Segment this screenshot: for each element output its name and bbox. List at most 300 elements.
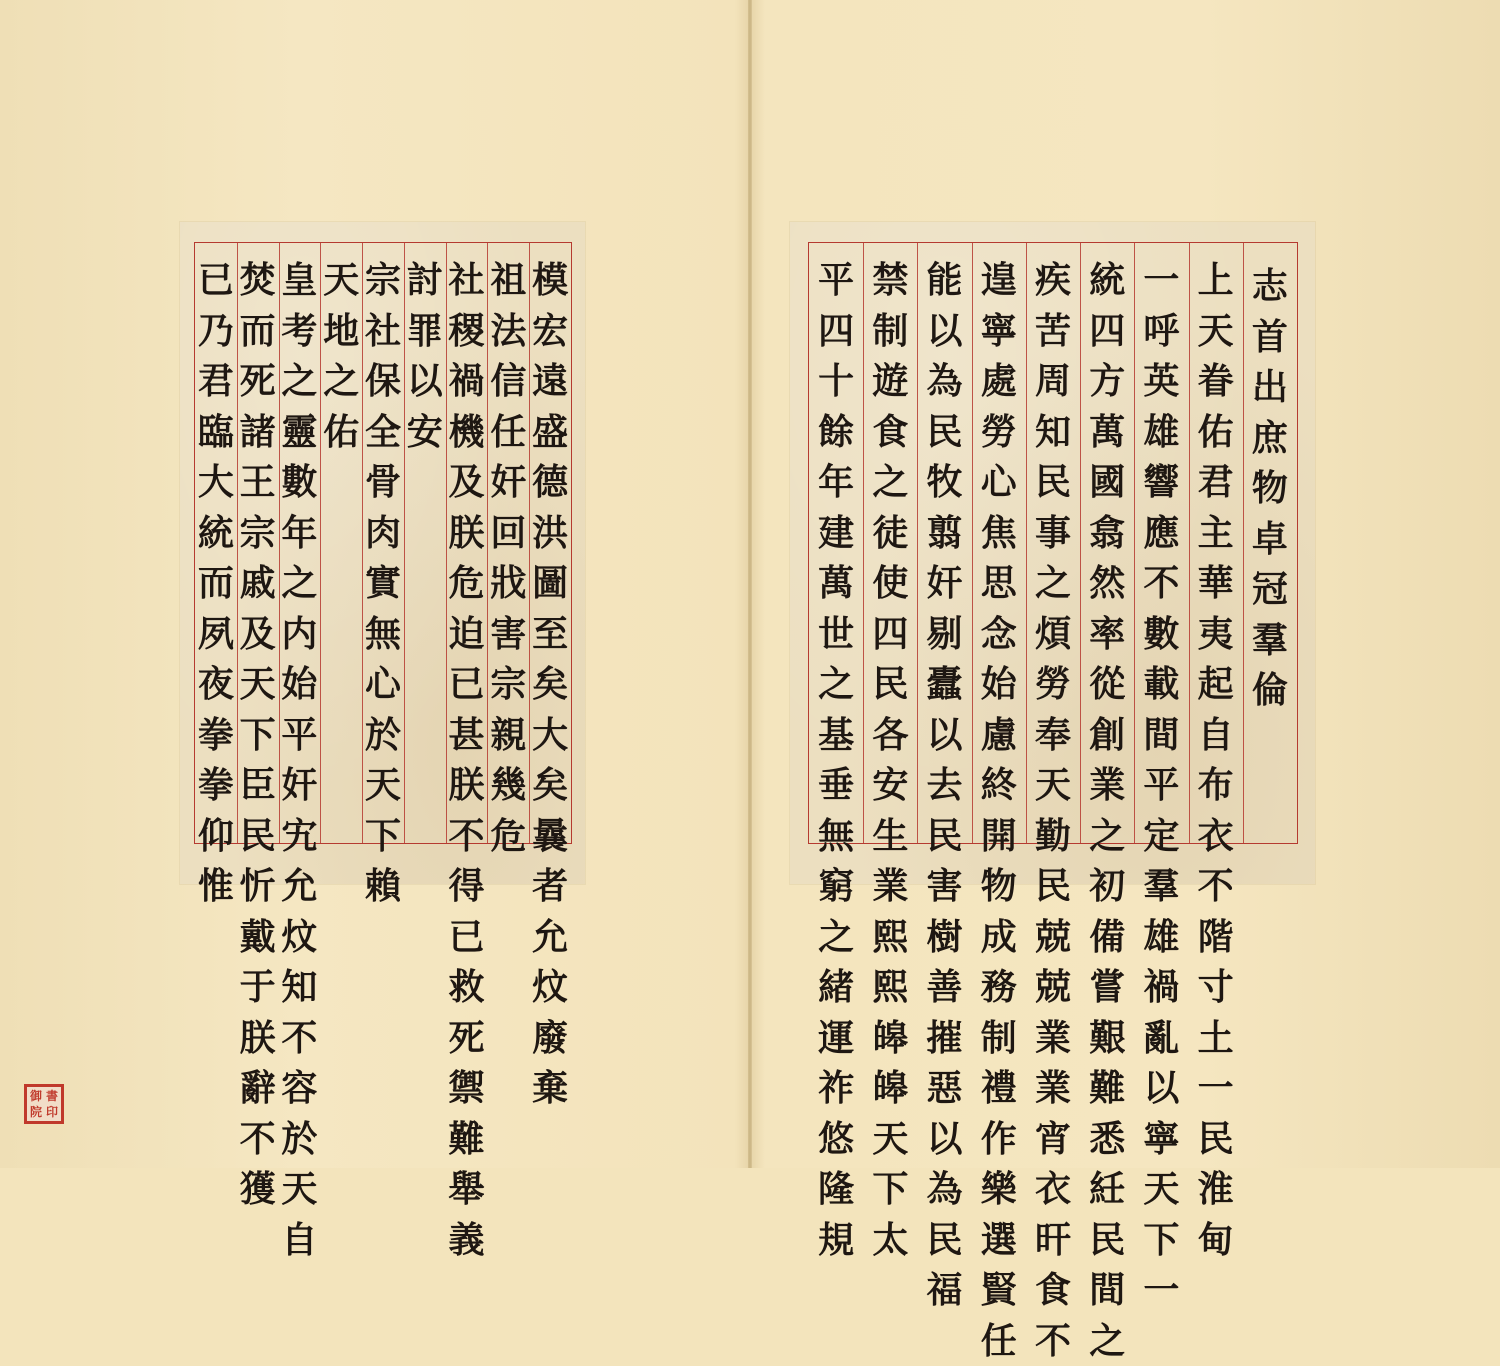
glyph: 遑 [981,255,1017,306]
glyph: 焦 [981,508,1017,559]
glyph: 民 [927,811,963,862]
glyph: 王 [240,457,276,508]
glyph: 無 [818,811,854,862]
glyph: 周 [1035,356,1071,407]
glyph: 朕 [449,508,485,559]
glyph: 悠 [818,1114,854,1165]
glyph: 然 [1089,558,1125,609]
seal-char: 印 [44,1104,60,1120]
glyph: 奸 [281,760,317,811]
glyph: 乃 [198,306,234,357]
glyph: 考 [281,306,317,357]
glyph: 開 [981,811,1017,862]
glyph: 出 [1252,362,1288,413]
glyph: 疾 [1035,255,1071,306]
glyph: 臨 [198,407,234,458]
text-column [195,255,237,912]
glyph: 志 [1252,261,1288,312]
glyph: 起 [1198,659,1234,710]
glyph: 終 [981,760,1017,811]
glyph: 迫 [449,609,485,660]
glyph: 宗 [365,255,401,306]
glyph: 不 [240,1114,276,1165]
glyph: 保 [365,356,401,407]
glyph: 天 [1035,760,1071,811]
glyph: 下 [872,1164,908,1215]
glyph: 忻 [240,861,276,912]
glyph: 規 [818,1215,854,1266]
text-column [1243,261,1297,716]
glyph: 甚 [449,710,485,761]
glyph: 安 [407,407,443,458]
glyph: 餘 [818,407,854,458]
glyph: 罪 [407,306,443,357]
glyph: 成 [981,912,1017,963]
glyph: 者 [532,861,568,912]
glyph: 煩 [1035,609,1071,660]
glyph: 拳 [198,760,234,811]
glyph: 作 [981,1114,1017,1165]
glyph: 物 [1252,463,1288,514]
glyph: 無 [365,609,401,660]
glyph: 死 [449,1013,485,1064]
glyph: 得 [449,861,485,912]
glyph: 慮 [981,710,1017,761]
text-column [404,255,446,457]
glyph: 稷 [449,306,485,357]
glyph: 嘗 [1089,962,1125,1013]
glyph: 勞 [981,407,1017,458]
glyph: 土 [1198,1013,1234,1064]
glyph: 棄 [532,1063,568,1114]
glyph: 之 [281,558,317,609]
glyph: 天 [365,760,401,811]
glyph: 知 [1035,407,1071,458]
glyph: 以 [927,710,963,761]
glyph: 業 [1089,760,1125,811]
glyph: 之 [1089,1316,1125,1366]
glyph: 緒 [818,962,854,1013]
glyph: 年 [281,508,317,559]
glyph: 應 [1143,508,1179,559]
glyph: 洪 [532,508,568,559]
glyph: 兢 [1035,962,1071,1013]
glyph: 佑 [1198,407,1234,458]
glyph: 民 [927,1215,963,1266]
glyph: 寧 [1143,1114,1179,1165]
glyph: 窮 [818,861,854,912]
glyph: 不 [1143,558,1179,609]
glyph: 焚 [240,255,276,306]
glyph: 能 [927,255,963,306]
glyph: 戴 [240,912,276,963]
glyph: 首 [1252,312,1288,363]
text-column [917,255,971,1316]
glyph: 年 [818,457,854,508]
glyph: 之 [281,356,317,407]
glyph: 已 [449,659,485,710]
glyph: 紝 [1089,1164,1125,1215]
glyph: 君 [1198,457,1234,508]
glyph: 自 [281,1215,317,1266]
glyph: 旰 [1035,1215,1071,1266]
text-column [809,255,863,1265]
glyph: 祖 [490,255,526,306]
glyph: 摧 [927,1013,963,1064]
glyph: 蠹 [927,659,963,710]
glyph: 不 [1198,861,1234,912]
glyph: 善 [927,962,963,1013]
glyph: 害 [927,861,963,912]
glyph: 禁 [872,255,908,306]
glyph: 載 [1143,659,1179,710]
glyph: 平 [818,255,854,306]
glyph: 樂 [981,1164,1017,1215]
glyph: 皇 [281,255,317,306]
glyph: 四 [818,306,854,357]
glyph: 社 [365,306,401,357]
glyph: 自 [1198,710,1234,761]
glyph: 惡 [927,1063,963,1114]
glyph: 任 [981,1316,1017,1366]
glyph: 倫 [1252,665,1288,716]
glyph: 以 [927,1114,963,1165]
glyph: 福 [927,1265,963,1316]
glyph: 眷 [1198,356,1234,407]
text-column [529,255,571,1114]
glyph: 大 [532,710,568,761]
glyph: 之 [818,912,854,963]
glyph: 制 [872,306,908,357]
glyph: 天 [872,1114,908,1165]
glyph: 十 [818,356,854,407]
glyph: 已 [449,912,485,963]
glyph: 食 [872,407,908,458]
glyph: 為 [927,1164,963,1215]
glyph: 禮 [981,1063,1017,1114]
glyph: 允 [532,912,568,963]
glyph: 生 [872,811,908,862]
glyph: 勞 [1035,659,1071,710]
glyph: 主 [1198,508,1234,559]
glyph: 討 [407,255,443,306]
text-column [237,255,279,1215]
glyph: 始 [281,659,317,710]
glyph: 萬 [1089,407,1125,458]
glyph: 庶 [1252,413,1288,464]
glyph: 天 [1143,1164,1179,1215]
glyph: 兢 [1035,912,1071,963]
glyph: 華 [1198,558,1234,609]
glyph: 萬 [818,558,854,609]
glyph: 辭 [240,1063,276,1114]
glyph: 雄 [1143,912,1179,963]
glyph: 民 [240,811,276,862]
glyph: 之 [1035,558,1071,609]
glyph: 衣 [1035,1164,1071,1215]
glyph: 衣 [1198,811,1234,862]
glyph: 數 [1143,609,1179,660]
collector-seal [24,1084,64,1124]
text-column [362,255,404,912]
glyph: 全 [365,407,401,458]
glyph: 寸 [1198,962,1234,1013]
glyph: 佑 [323,407,359,458]
glyph: 熙 [872,962,908,1013]
glyph: 賴 [365,861,401,912]
glyph: 統 [198,508,234,559]
glyph: 危 [490,811,526,862]
glyph: 以 [1143,1063,1179,1114]
glyph: 獲 [240,1164,276,1215]
glyph: 苦 [1035,306,1071,357]
glyph: 仰 [198,811,234,862]
glyph: 徒 [872,508,908,559]
glyph: 基 [818,710,854,761]
glyph: 始 [981,659,1017,710]
glyph: 矣 [532,760,568,811]
glyph: 呼 [1143,306,1179,357]
glyph: 之 [323,356,359,407]
glyph: 已 [198,255,234,306]
glyph: 朕 [240,1013,276,1064]
glyph: 從 [1089,659,1125,710]
glyph: 太 [872,1215,908,1266]
glyph: 難 [1089,1063,1125,1114]
seal-char: 御 [28,1088,44,1104]
glyph: 君 [198,356,234,407]
glyph: 知 [281,962,317,1013]
glyph: 實 [365,558,401,609]
glyph: 不 [449,811,485,862]
glyph: 臣 [240,760,276,811]
glyph: 下 [365,811,401,862]
glyph: 一 [1198,1063,1234,1114]
glyph: 下 [1143,1215,1179,1266]
glyph: 民 [1035,457,1071,508]
glyph: 地 [323,306,359,357]
glyph: 間 [1089,1265,1125,1316]
glyph: 為 [927,356,963,407]
glyph: 廢 [532,1013,568,1064]
glyph: 翦 [927,508,963,559]
text-column [1026,255,1080,1366]
glyph: 不 [281,1013,317,1064]
glyph: 而 [198,558,234,609]
glyph: 夷 [1198,609,1234,660]
glyph: 皞 [872,1063,908,1114]
glyph: 平 [281,710,317,761]
glyph: 曩 [532,811,568,862]
glyph: 夜 [198,659,234,710]
glyph: 布 [1198,760,1234,811]
glyph: 宗 [490,659,526,710]
glyph: 戕 [490,558,526,609]
glyph: 亂 [1143,1013,1179,1064]
glyph: 以 [927,306,963,357]
glyph: 内 [281,609,317,660]
glyph: 思 [981,558,1017,609]
glyph: 勤 [1035,811,1071,862]
glyph: 甸 [1198,1215,1234,1266]
glyph: 大 [198,457,234,508]
glyph: 以 [407,356,443,407]
glyph: 死 [240,356,276,407]
text-column [320,255,362,457]
glyph: 民 [1198,1114,1234,1165]
glyph: 隆 [818,1164,854,1215]
glyph: 冠 [1252,564,1288,615]
text-column [1080,255,1134,1366]
glyph: 容 [281,1063,317,1114]
glyph: 及 [240,609,276,660]
glyph: 宗 [240,508,276,559]
glyph: 而 [240,306,276,357]
glyph: 備 [1089,912,1125,963]
glyph: 至 [532,609,568,660]
glyph: 安 [872,760,908,811]
glyph: 宄 [281,811,317,862]
glyph: 炆 [532,962,568,1013]
glyph: 四 [1089,306,1125,357]
glyph: 英 [1143,356,1179,407]
glyph: 允 [281,861,317,912]
text-column [972,255,1026,1366]
glyph: 上 [1198,255,1234,306]
glyph: 四 [872,609,908,660]
glyph: 念 [981,609,1017,660]
glyph: 統 [1089,255,1125,306]
right-manuscript-page [790,222,1315,884]
glyph: 圖 [532,558,568,609]
glyph: 卓 [1252,514,1288,565]
glyph: 宏 [532,306,568,357]
glyph: 遠 [532,356,568,407]
glyph: 民 [1089,1215,1125,1266]
glyph: 制 [981,1013,1017,1064]
glyph: 之 [872,457,908,508]
glyph: 務 [981,962,1017,1013]
glyph: 于 [240,962,276,1013]
glyph: 食 [1035,1265,1071,1316]
seal-char: 書 [44,1088,60,1104]
glyph: 下 [240,710,276,761]
glyph: 之 [818,659,854,710]
glyph: 遊 [872,356,908,407]
glyph: 及 [449,457,485,508]
glyph: 世 [818,609,854,660]
glyph: 平 [1143,760,1179,811]
glyph: 模 [532,255,568,306]
glyph: 親 [490,710,526,761]
glyph: 民 [1035,861,1071,912]
text-column [487,255,529,861]
glyph: 階 [1198,912,1234,963]
glyph: 方 [1089,356,1125,407]
glyph: 羣 [1143,861,1179,912]
glyph: 祚 [818,1063,854,1114]
glyph: 拳 [198,710,234,761]
text-column [863,255,917,1265]
text-column [1134,255,1188,1316]
glyph: 回 [490,508,526,559]
glyph: 社 [449,255,485,306]
glyph: 信 [490,356,526,407]
glyph: 寧 [981,306,1017,357]
glyph: 創 [1089,710,1125,761]
right-red-frame [808,242,1298,844]
glyph: 幾 [490,760,526,811]
glyph: 害 [490,609,526,660]
glyph: 處 [981,356,1017,407]
text-column [446,255,488,1265]
left-red-frame [194,242,572,844]
glyph: 天 [1198,306,1234,357]
glyph: 牧 [927,457,963,508]
glyph: 法 [490,306,526,357]
glyph: 心 [981,457,1017,508]
glyph: 天 [240,659,276,710]
glyph: 奸 [927,558,963,609]
glyph: 熙 [872,912,908,963]
glyph: 難 [449,1114,485,1165]
glyph: 之 [1089,811,1125,862]
glyph: 矣 [532,659,568,710]
glyph: 朕 [449,760,485,811]
glyph: 民 [927,407,963,458]
glyph: 機 [449,407,485,458]
glyph: 德 [532,457,568,508]
glyph: 運 [818,1013,854,1064]
glyph: 建 [818,508,854,559]
glyph: 艱 [1089,1013,1125,1064]
glyph: 物 [981,861,1017,912]
glyph: 羣 [1252,615,1288,666]
glyph: 宵 [1035,1114,1071,1165]
glyph: 悉 [1089,1114,1125,1165]
glyph: 去 [927,760,963,811]
glyph: 天 [281,1164,317,1215]
glyph: 惟 [198,861,234,912]
glyph: 率 [1089,609,1125,660]
glyph: 樹 [927,912,963,963]
glyph: 夙 [198,609,234,660]
glyph: 間 [1143,710,1179,761]
glyph: 各 [872,710,908,761]
glyph: 禍 [449,356,485,407]
glyph: 翕 [1089,508,1125,559]
glyph: 禍 [1143,962,1179,1013]
glyph: 淮 [1198,1164,1234,1215]
glyph: 於 [365,710,401,761]
glyph: 雄 [1143,407,1179,458]
text-column [1189,255,1243,1265]
glyph: 使 [872,558,908,609]
glyph: 炆 [281,912,317,963]
glyph: 肉 [365,508,401,559]
glyph: 選 [981,1215,1017,1266]
glyph: 諸 [240,407,276,458]
glyph: 心 [365,659,401,710]
glyph: 業 [1035,1013,1071,1064]
glyph: 響 [1143,457,1179,508]
glyph: 初 [1089,861,1125,912]
glyph: 奸 [490,457,526,508]
glyph: 皞 [872,1013,908,1064]
text-column [279,255,321,1265]
glyph: 骨 [365,457,401,508]
glyph: 於 [281,1114,317,1165]
